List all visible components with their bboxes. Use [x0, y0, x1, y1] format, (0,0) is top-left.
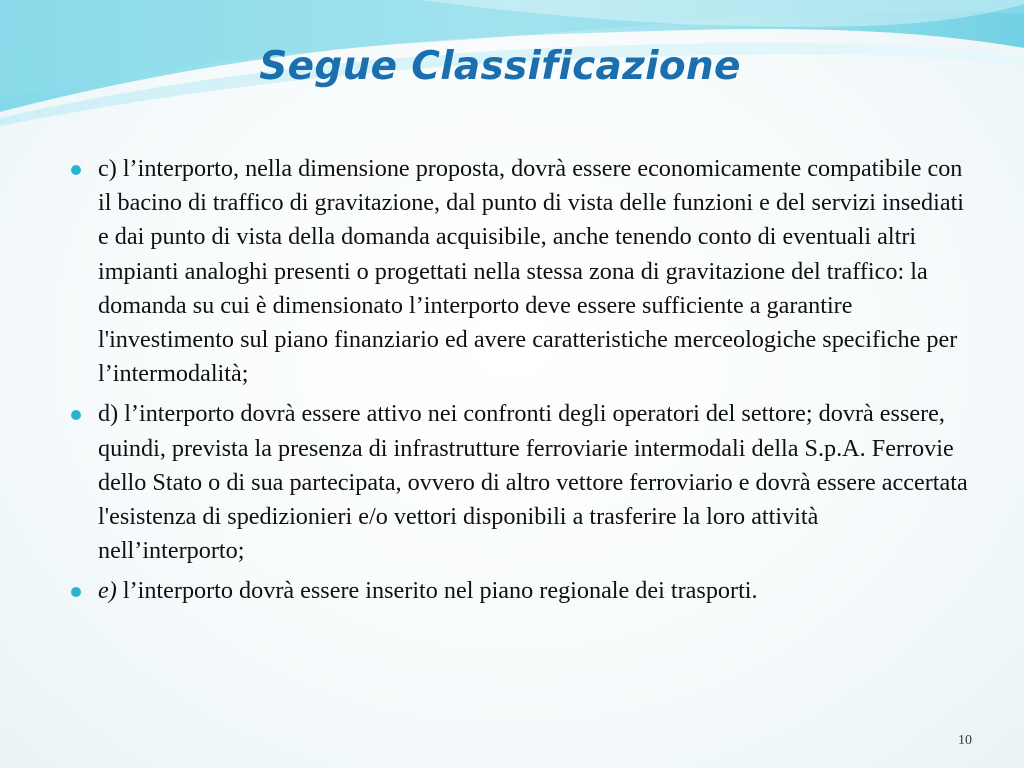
bullet-text: c) l’interporto, nella dimensione proposta, dovrà essere economicamente compatibile con il bacino di traffico di gravitazione, dal punto di vista delle funzioni e del servizi insediati e dai punto di vista della domanda acquisibile, anche tenendo conto di eventuali altri impianti analoghi presenti o progettati nella stessa zona di gravitazione del traffico: la domanda su cui è dimensionato l’interporto deve essere sufficiente a garantire l'investimento sul piano finanziario ed avere caratteristiche merceologiche specifiche per l’intermodalità; — [98, 155, 965, 388]
bullet-text: d) l’interporto dovrà essere attivo nei confronti degli operatori del settore; dovrà essere, quindi, prevista la presenza di infrastrutture ferroviarie intermodali della S.p.A. Ferrovie dello Stato o di sua partecipata, ovvero di altro vettore ferroviario e dovrà essere accertata l'esistenza di spedizionieri e/o vettori disponibili a trasferire la loro attività nell’interporto; — [98, 400, 968, 565]
bullet-text: l’interporto dovrà essere inserito nel piano regionale dei trasporti. — [116, 577, 758, 605]
bullet-dot-icon — [71, 587, 81, 597]
bullet-item-c — [64, 152, 969, 391]
bullet-list — [64, 152, 969, 615]
slide-title: Segue Classificazione — [259, 44, 741, 89]
bullet-prefix: e) — [98, 577, 117, 605]
bullet-item-d — [64, 397, 969, 568]
bullet-dot-icon — [71, 410, 81, 420]
bullet-dot-icon — [71, 165, 81, 175]
bullet-item-e — [64, 574, 969, 608]
page-number: 10 — [958, 733, 972, 748]
